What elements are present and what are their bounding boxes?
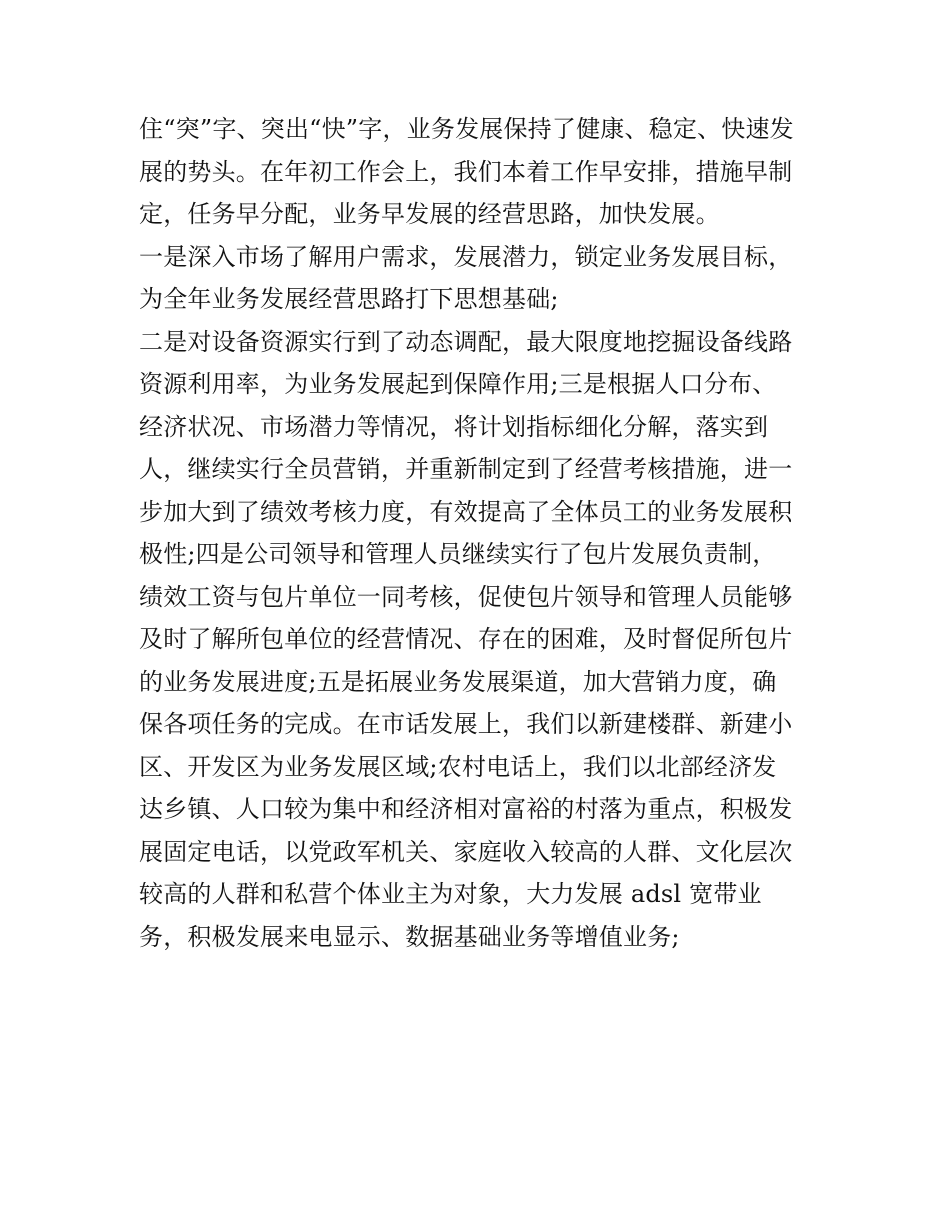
text-line: 务，积极发展来电显示、数据基础业务等增值业务; <box>139 922 680 951</box>
body-text <box>139 108 839 958</box>
text-line: 区、开发区为业务发展区域;农村电话上，我们以北部经济发 <box>139 752 777 781</box>
text-line: 及时了解所包单位的经营情况、存在的困难，及时督促所包片 <box>139 625 793 653</box>
text-line: 人，继续实行全员营销，并重新制定到了经营考核措施，进一 <box>139 455 793 483</box>
text-line: 绩效工资与包片单位一同考核，促使包片领导和管理人员能够 <box>139 582 793 611</box>
text-line: 一是深入市场了解用户需求，发展潜力，锁定业务发展目标， <box>139 242 793 271</box>
text-line: 步加大到了绩效考核力度，有效提高了全体员工的业务发展积 <box>139 497 793 526</box>
text-line: 为全年业务发展经营思路打下思想基础; <box>139 285 559 313</box>
text-line: 展固定电话，以党政军机关、家庭收入较高的人群、文化层次 <box>139 837 793 866</box>
text-line: 展的势头。在年初工作会上，我们本着工作早安排，措施早制 <box>139 157 793 186</box>
text-line: 经济状况、市场潜力等情况，将计划指标细化分解，落实到 <box>139 412 769 441</box>
text-line: 的业务发展进度;五是拓展业务发展渠道，加大营销力度，确 <box>139 667 777 696</box>
text-line: 保各项任务的完成。在市话发展上，我们以新建楼群、新建小 <box>139 710 793 738</box>
text-line: 达乡镇、人口较为集中和经济相对富裕的村落为重点，积极发 <box>139 795 793 823</box>
text-line: 住“突”字、突出“快”字，业务发展保持了健康、稳定、快速发 <box>139 115 794 143</box>
text-line: 二是对设备资源实行到了动态调配，最大限度地挖掘设备线路 <box>139 327 793 356</box>
text-line: 较高的人群和私营个体业主为对象，大力发展 adsl 宽带业 <box>139 880 762 908</box>
text-line: 资源利用率，为业务发展起到保障作用;三是根据人口分布、 <box>139 370 777 398</box>
text-line: 定，任务早分配，业务早发展的经营思路，加快发展。 <box>139 200 720 228</box>
text-line: 极性;四是公司领导和管理人员继续实行了包片发展负责制， <box>139 540 777 568</box>
